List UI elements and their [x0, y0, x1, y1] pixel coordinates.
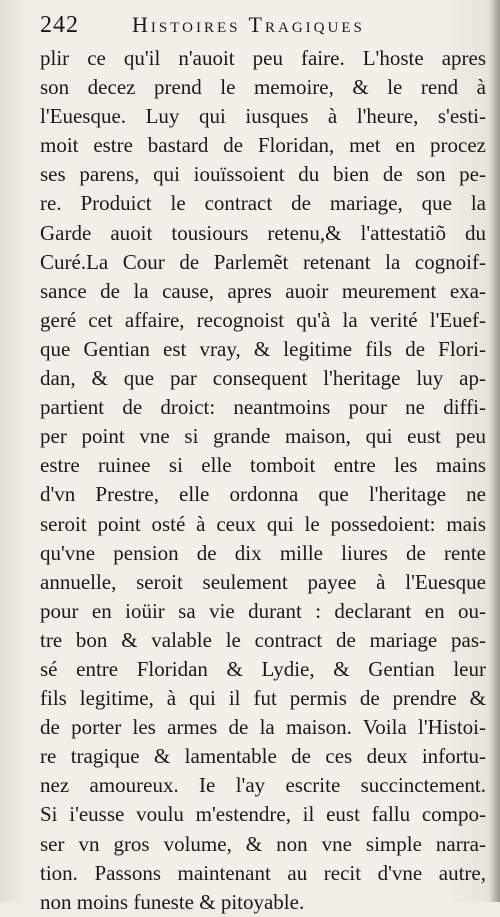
text-line: tre bon & valable le contract de mariage pas- — [40, 627, 486, 652]
text-line: re tragique & lamentable de ces deux infortu- — [40, 744, 486, 769]
page-edge-shadow — [490, 0, 500, 902]
page-number: 242 — [40, 12, 79, 38]
text-line: annuelle, seroit seulement payee à l'Euesque — [40, 569, 486, 594]
text-line: sé entre Floridan & Lydie, & Gentian leur — [40, 656, 486, 681]
page-header — [40, 12, 480, 48]
text-line: sance de la cause, apres auoir meurement exa- — [40, 278, 486, 303]
text-line: d'vn Prestre, elle ordonna que l'heritage ne — [40, 482, 486, 507]
text-line: tion. Passons maintenant au recit d'vne autre, — [40, 860, 486, 885]
text-line: plir ce qu'il n'auoit peu faire. L'hoste apres — [40, 46, 486, 70]
text-line: pour en ioüir sa vie durant : declarant en ou- — [40, 598, 486, 623]
text-line: Garde auoit tousiours retenu,& l'attestatiõ du — [40, 220, 486, 245]
text-line: fils legitime, à qui il fut permis de prendre & — [40, 686, 486, 711]
text-line: que Gentian est vray, & legitime fils de Flori- — [40, 336, 486, 361]
text-line: estre ruinee si elle tomboit entre les mains — [40, 453, 486, 478]
text-line: seroit point osté à ceux qui le possedoient: mais — [40, 511, 486, 536]
text-line: son decez prend le memoire, & le rend à — [40, 75, 486, 100]
text-line: dan, & que par consequent l'heritage luy ap- — [40, 366, 486, 391]
text-line: Curé.La Cour de Parlemẽt retenant la cognoif- — [40, 249, 486, 274]
text-line: nez amoureux. Ie l'ay escrite succinctement. — [40, 773, 486, 798]
text-line: re. Produict le contract de mariage, que la — [40, 191, 486, 216]
text-line: Si i'eusse voulu m'estendre, il eust fallu compo- — [40, 802, 486, 827]
text-line: de porter les armes de la maison. Voila l'Histoi- — [40, 715, 486, 740]
body-text — [40, 44, 486, 917]
text-line: partient de droict: neantmoins pour ne diffi- — [40, 395, 486, 420]
text-line: moit estre bastard de Floridan, met en procez — [40, 133, 486, 158]
text-line: per point vne si grande maison, qui eust peu — [40, 424, 486, 449]
text-line: qu'vne pension de dix mille liures de rente — [40, 540, 486, 565]
text-line: ses parens, qui iouïssoient du bien de son pe- — [40, 162, 486, 187]
text-line: non moins funeste & pitoyable. — [40, 889, 305, 914]
text-line: l'Euesque. Luy qui iusques à l'heure, s'esti- — [40, 104, 486, 129]
text-line: ser vn gros volume, & non vne simple narra- — [40, 831, 486, 856]
running-head: Histoires Tragiques — [132, 12, 365, 37]
text-line: geré cet affaire, recognoist qu'à la verité l'Euef- — [40, 307, 486, 332]
